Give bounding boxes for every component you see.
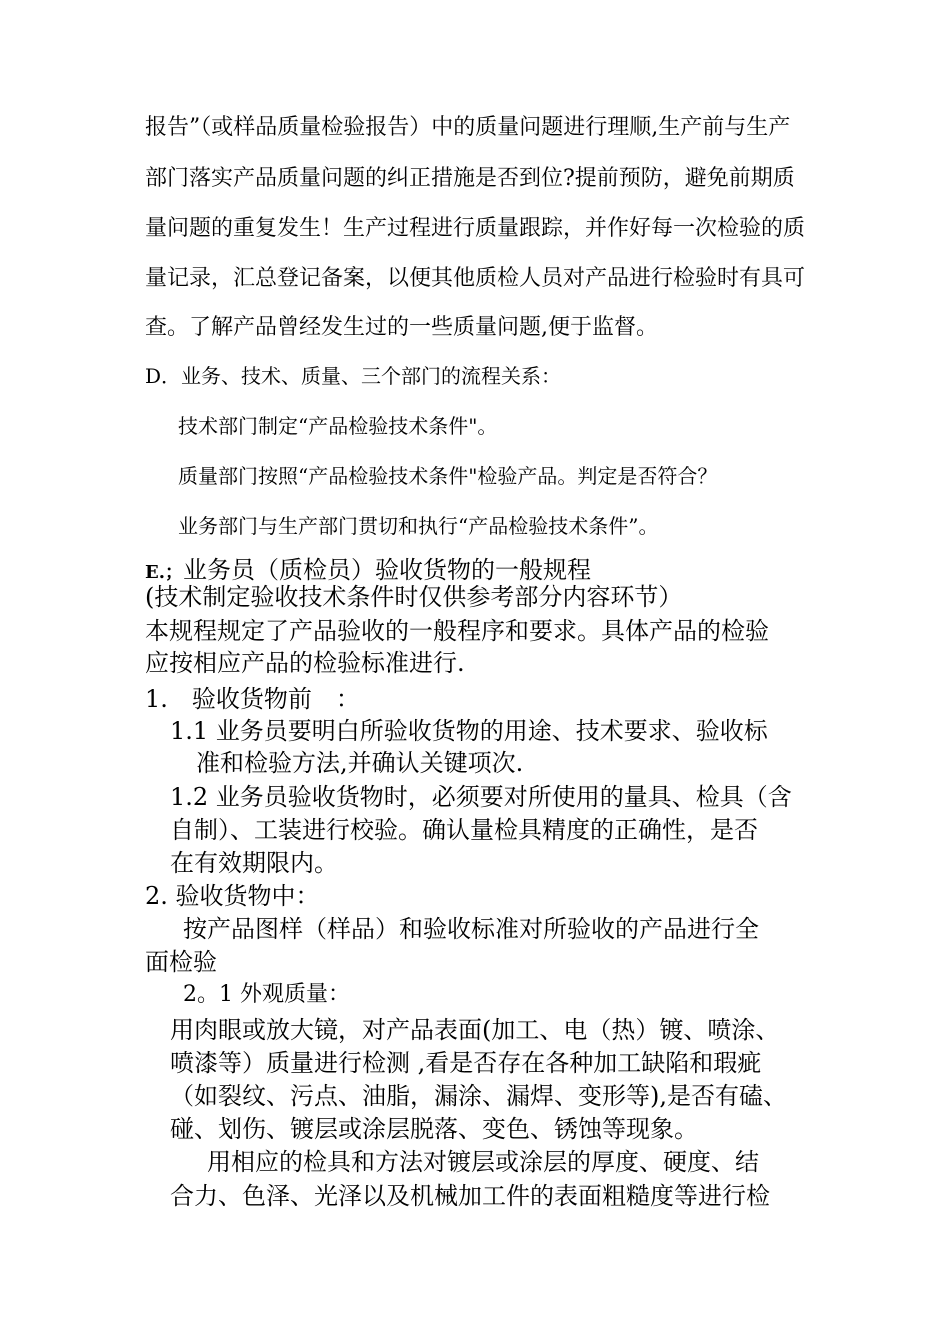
body-text-line: 面检验	[145, 948, 217, 976]
section-d-item: 质量部门按照“产品检验技术条件"检验产品。判定是否符合？	[178, 464, 718, 488]
step-1-2-line: 1.2 业务员验收货物时，必须要对所使用的量具、检具（含	[170, 783, 792, 811]
step-1-2-line: 自制）、工装进行校验。确认量检具精度的正确性，是否	[170, 816, 758, 844]
body-text-line: 合力、色泽、光泽以及机械加工件的表面粗糙度等进行检	[170, 1182, 770, 1210]
step-1-1-line: 1.1 业务员要明白所验收货物的用途、技术要求、验收标	[170, 717, 768, 745]
section-d-heading: D．业务、技术、质量、三个部门的流程关系：	[145, 364, 562, 388]
section-e-subtitle: (技术制定验收技术条件时仅供参考部分内容环节）	[145, 583, 683, 611]
step-1-2-line: 在有效期限内。	[170, 849, 338, 877]
body-text-line: 查。了解产品曾经发生过的一些质量问题,便于监督。	[145, 315, 658, 340]
body-text-line: 按产品图样（样品）和验收标准对所验收的产品进行全	[183, 915, 759, 943]
section-d-item: 技术部门制定“产品检验技术条件"。	[178, 414, 498, 438]
step-1-1-line: 准和检验方法,并确认关键项次.	[196, 749, 524, 777]
body-text-line: 量记录，汇总登记备案，以便其他质检人员对产品进行检验时有具可	[145, 266, 806, 291]
step-2-1-heading: 2。1 外观质量：	[183, 982, 350, 1007]
body-text-line: 喷漆等）质量进行检测 ,看是否存在各种加工缺陷和瑕疵	[170, 1049, 762, 1077]
step-1-heading: 1. 验收货物前 ：	[145, 685, 360, 713]
body-text-line: 碰、划伤、镀层或涂层脱落、变色、锈蚀等现象。	[170, 1115, 698, 1143]
body-text-line: 部门落实产品质量问题的纠正措施是否到位?提前预防，避免前期质	[145, 166, 795, 191]
body-text-line: 用相应的检具和方法对镀层或涂层的厚度、硬度、结	[207, 1148, 759, 1176]
body-text-line: 报告”（或样品质量检验报告）中的质量问题进行理顺,生产前与生产	[145, 115, 791, 140]
body-text-line: 应按相应产品的检验标准进行.	[145, 649, 465, 677]
section-d-item: 业务部门与生产部门贯切和执行“产品检验技术条件”。	[178, 514, 659, 538]
body-text-line: （如裂纹、污点、油脂，漏涂、漏焊、变形等),是否有磕、	[170, 1082, 787, 1110]
section-e-label: E.；	[145, 562, 183, 583]
body-text-line: 量问题的重复发生！生产过程进行质量跟踪，并作好每一次检验的质	[145, 216, 806, 241]
section-e-title-text: 业务员（质检员）验收货物的一般规程	[183, 556, 591, 584]
body-text-line: 用肉眼或放大镜，对产品表面(加工、电（热）镀、喷涂、	[170, 1016, 780, 1044]
body-text-line: 本规程规定了产品验收的一般程序和要求。具体产品的检验	[145, 617, 769, 645]
step-2-heading: 2. 验收货物中：	[145, 882, 320, 910]
